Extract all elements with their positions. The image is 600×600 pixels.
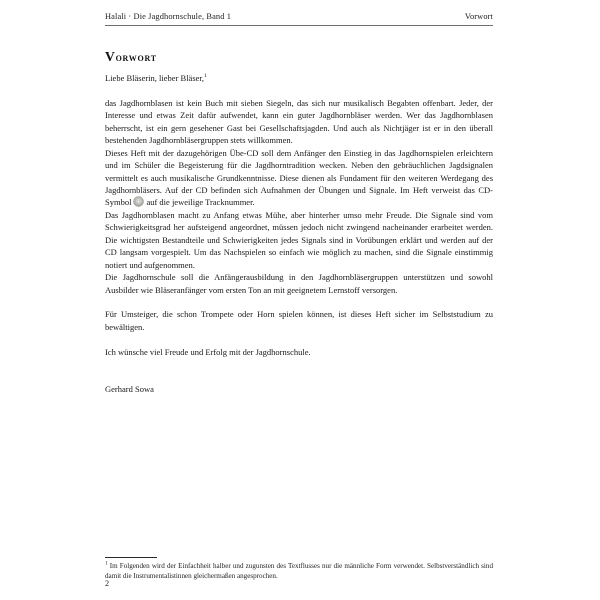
- footnote-marker: 1: [105, 560, 108, 567]
- paragraph-2-part-2: auf die jeweilige Tracknummer.: [146, 197, 255, 208]
- footnote-reference-marker: 1: [204, 73, 207, 80]
- cd-disc-icon: [133, 196, 144, 207]
- paragraph-2-part-1: Dieses Heft mit der dazugehörigen Übe-CD soll dem Anfänger den Einstieg in das Jagdhornspielen erleichtern und im Schüler die Begeisterung für die Jagdhorntradition wecken. Neben den gebräuchlichen Jagdsignalen vermittelt es auch musikalische Grundkenntnisse. Diese dienen als Fundament für den weiteren Werdegang des Jagdhornbläsers. Auf der CD befinden sich Aufnahmen der Übungen und Signale. Im Heft verweist das CD-Symbol: [105, 147, 493, 208]
- paragraph-6: Ich wünsche viel Freude und Erfolg mit der Jagdhornschule.: [105, 346, 311, 357]
- paragraph-2: [105, 147, 493, 209]
- author-signature: Gerhard Sowa: [105, 384, 154, 395]
- paragraph-3: Das Jagdhornblasen macht zu Anfang etwas Mühe, aber hinterher umso mehr Freude. Die Signale sind vom Schwierigkeitsgrad her aufsteigend angeordnet, müssen jedoch nicht zwingend nacheinander erarbeitet werden. Die wichtigsten Bestandteile und Schwierigkeiten jedes Signals sind in Vorübungen erklärt und werden auf der CD langsam vorgespielt. Um das Nachspielen so einfach wie möglich zu machen, sind die Signale einstimmig notiert und aufgenommen.: [105, 209, 493, 270]
- page-title: [105, 49, 157, 65]
- page-title-rest: orwort: [115, 51, 157, 64]
- paragraph-5: Für Umsteiger, die schon Trompete oder Horn spielen können, ist dieses Heft sicher im Selbststudium zu bewältigen.: [105, 309, 493, 332]
- paragraph-1: das Jagdhornblasen ist kein Buch mit sieben Siegeln, das sich nur musikalisch Begabten offenbart. Jeder, der Interesse und etwas Zeit dafür aufwendet, kann ein guter Jagdhornbläser werden. Wer das Jagdhornblasen beherrscht, ist ein gern gesehener Gast bei Gesellschaftsjagden. Und auch als Nichtjäger ist er in den überall bestehenden Jagdhornbläsergruppen stets willkommen.: [105, 97, 493, 146]
- page-title-initial: V: [105, 48, 116, 64]
- footnote: [105, 561, 493, 582]
- running-head: [105, 12, 493, 21]
- salutation: [105, 72, 493, 84]
- running-head-title: Halali · Die Jagdhornschule, Band 1: [105, 12, 232, 21]
- spacer: [105, 333, 493, 345]
- spacer: [105, 358, 493, 383]
- page-number: 2: [105, 579, 110, 588]
- paragraph-4: Die Jagdhornschule soll die Anfängerausbildung in den Jagdhornbläsergruppen unterstützen und sowohl Ausbilder wie Bläseranfänger vom ersten Ton an mit geeignetem Lernstoff versorgen.: [105, 272, 493, 295]
- salutation-text: Liebe Bläserin, lieber Bläser,: [105, 73, 205, 83]
- running-head-rule: [105, 25, 493, 26]
- footnote-separator-rule: [105, 557, 157, 558]
- spacer: [105, 296, 493, 308]
- spacer: [105, 84, 493, 96]
- running-head-section: Vorwort: [464, 12, 493, 21]
- footnote-text: Im Folgenden wird der Einfachheit halber und zugunsten des Textflusses nur die männliche Form verwendet. Selbstverständlich sind damit die Instrumentalistinnen gleichermaßen angesprochen.: [105, 562, 493, 581]
- body-text: [105, 72, 493, 395]
